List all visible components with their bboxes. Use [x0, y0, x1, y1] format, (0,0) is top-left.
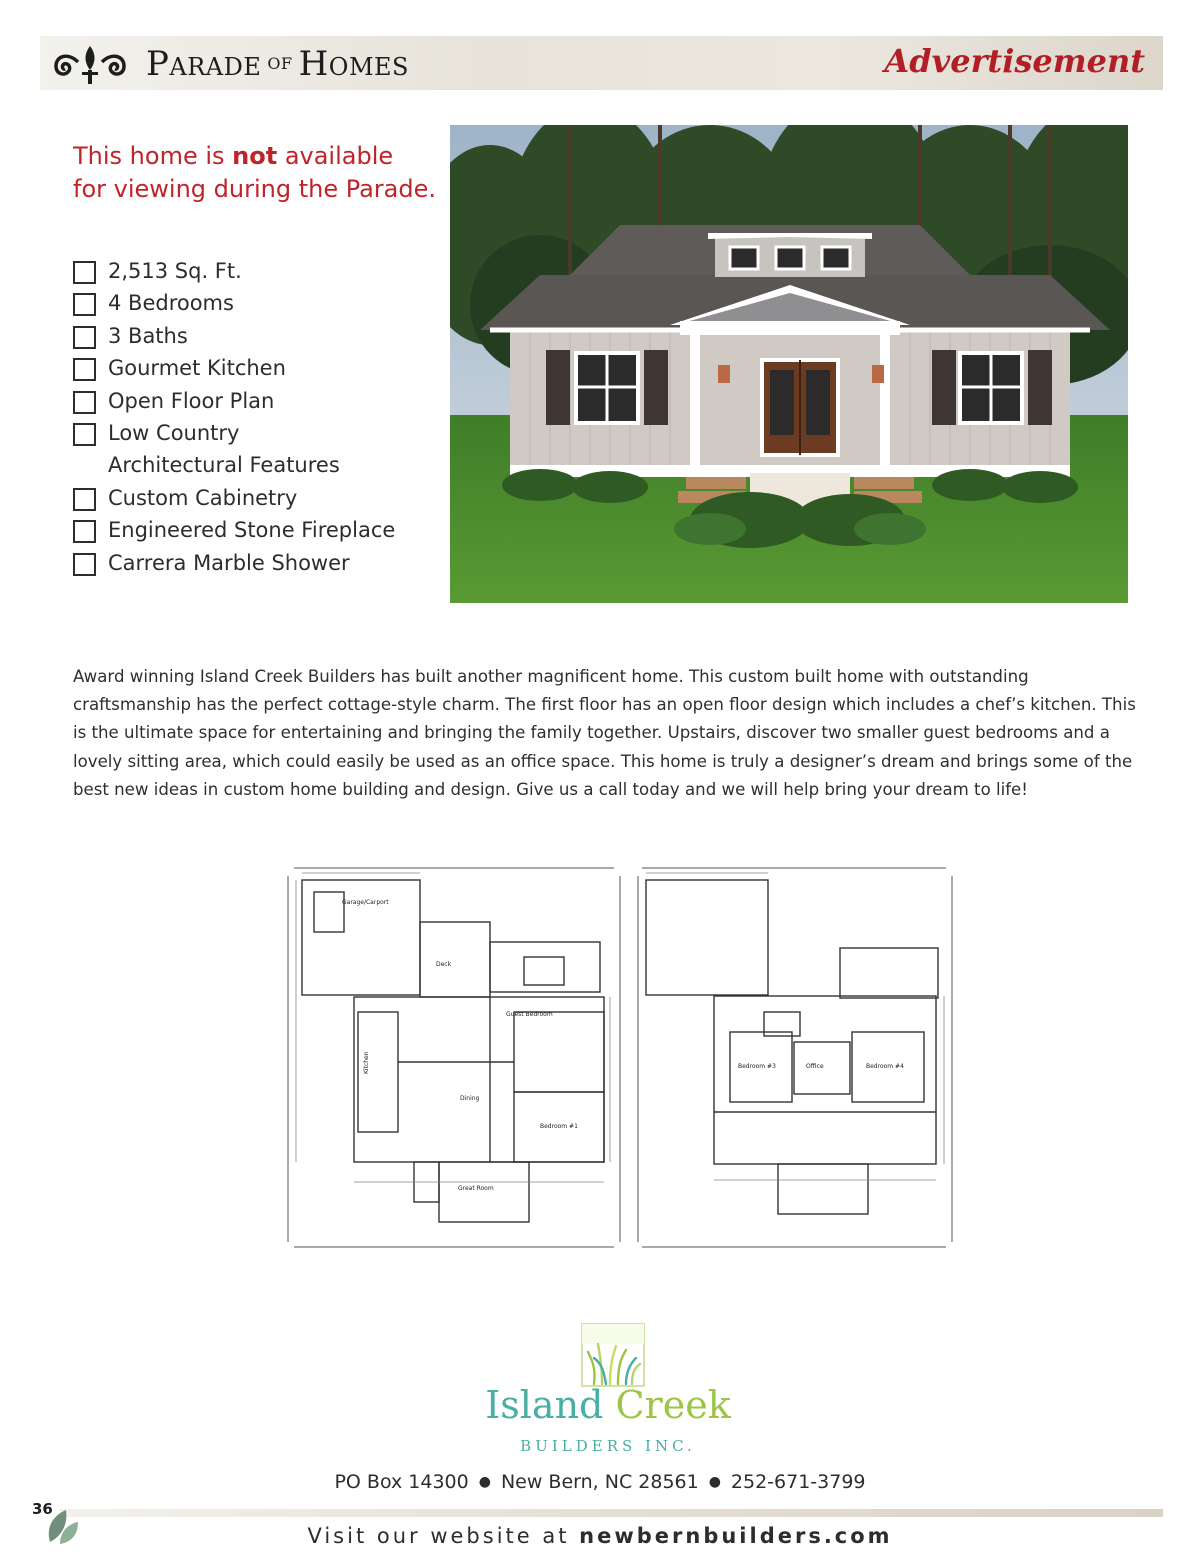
company-name: Island Creek — [485, 1383, 731, 1427]
room-label-office: Office — [806, 1063, 824, 1070]
floor-plan-second-floor — [634, 862, 956, 1255]
feature-item-continued: Architectural Features — [108, 453, 340, 478]
feature-item: 2,513 Sq. Ft. — [73, 256, 433, 288]
house-photo — [450, 125, 1128, 603]
checkbox-icon — [73, 423, 96, 446]
availability-note: This home is not available for viewing during the Parade. — [73, 142, 437, 203]
description-paragraph: Award winning Island Creek Builders has built another magnificent home. This custom built home with outstanding craftsmanship has the perfect cottage-style charm. The first floor has an open floor design which includes a chef’s kitchen. This is the ultimate space for entertaining and bringing the family together. Upstairs, discover two smaller guest bedrooms and a lovely sitting area, which could easily be used as an office space. This home is truly a designer’s dream and brings some of the best new ideas in custom home building and design. Give us a call today and we will help bring your dream to life! — [73, 667, 1136, 799]
fleur-de-lis-logo — [48, 42, 132, 86]
checkbox-icon — [73, 488, 96, 511]
website-line: Visit our website at newbernbuilders.com — [307, 1524, 893, 1548]
brand-title: PARADE OF HOMES — [146, 44, 409, 84]
footer-rule — [60, 1509, 1163, 1517]
room-label-bedroom-1: Bedroom #1 — [540, 1123, 578, 1130]
po-box: PO Box 14300 — [334, 1471, 469, 1493]
room-label-great-room: Great Room — [458, 1185, 494, 1192]
feature-item: Open Floor Plan — [73, 386, 433, 418]
checkbox-icon — [73, 261, 96, 284]
checkbox-icon — [73, 326, 96, 349]
city: New Bern, NC 28561 — [500, 1471, 699, 1493]
checkbox-icon — [73, 553, 96, 576]
phone-number[interactable]: 252-671-3799 — [730, 1471, 866, 1493]
grass-logo — [580, 1322, 646, 1388]
checkbox-icon — [73, 391, 96, 414]
room-label-guest-bedroom: Guest Bedroom — [506, 1011, 553, 1018]
website-link[interactable]: newbernbuilders.com — [579, 1524, 893, 1548]
feature-item: Gourmet Kitchen — [73, 353, 433, 385]
advertisement-label: Advertisement — [884, 42, 1145, 80]
feature-item: Low Country — [73, 418, 433, 450]
separator-dot: ● — [478, 1474, 491, 1490]
contact-line — [300, 1471, 900, 1493]
room-label-garage: Garage/Carport — [342, 899, 389, 906]
checkbox-icon — [73, 358, 96, 381]
feature-item: Carrera Marble Shower — [73, 548, 433, 580]
feature-item: 3 Baths — [73, 321, 433, 353]
room-label-deck: Deck — [436, 961, 452, 968]
leaf-icon — [44, 1502, 80, 1546]
feature-item: Custom Cabinetry — [73, 483, 433, 515]
room-label-kitchen: Kitchen — [363, 1051, 370, 1074]
checkbox-icon — [73, 520, 96, 543]
header-banner — [40, 36, 1163, 90]
room-label-bedroom-4: Bedroom #4 — [866, 1063, 904, 1070]
separator-dot: ● — [708, 1474, 721, 1490]
floor-plan-first-floor — [284, 862, 624, 1255]
company-subtitle: BUILDERS INC. — [520, 1437, 696, 1455]
room-label-bedroom-3: Bedroom #3 — [738, 1063, 776, 1070]
feature-item: Engineered Stone Fireplace — [73, 515, 433, 547]
page-number: 36 — [32, 1500, 53, 1518]
checkbox-icon — [73, 293, 96, 316]
feature-list — [73, 256, 433, 580]
feature-item: 4 Bedrooms — [73, 288, 433, 320]
room-label-dining: Dining — [460, 1095, 480, 1102]
